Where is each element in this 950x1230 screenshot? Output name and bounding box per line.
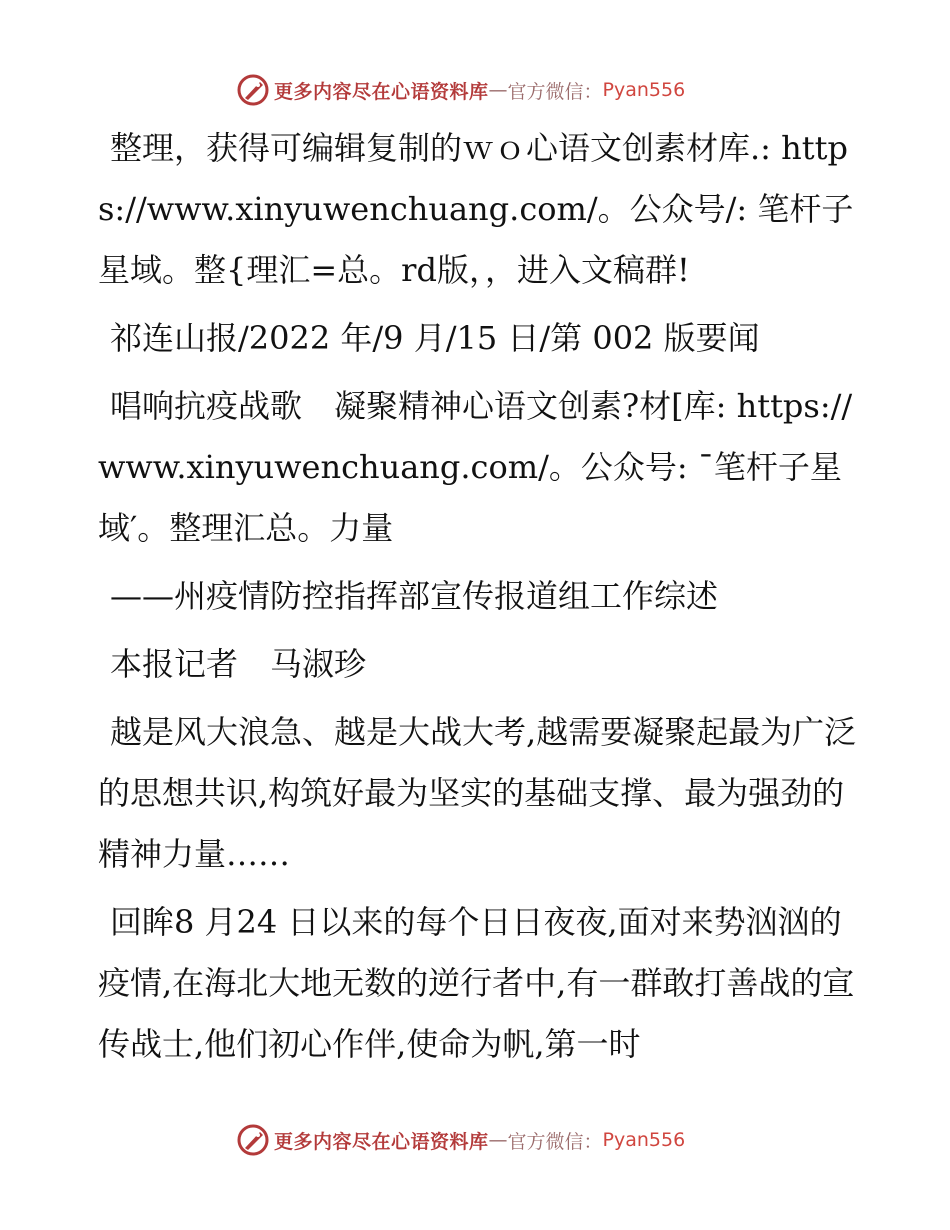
banner-wechat-label: 官方微信： (507, 1130, 603, 1153)
article-body (98, 118, 858, 1082)
banner-wechat-id: Pyan556 (602, 1129, 686, 1151)
paragraph-source-line: 祁连山报/2022 年/9 月/15 日/第 002 版要闻 (110, 319, 760, 357)
paragraph-subheadline: ——州疫情防控指挥部宣传报道组工作综述 (110, 577, 719, 615)
banner-wechat-label: 官方微信： (507, 80, 603, 103)
banner-separator: — (488, 1129, 508, 1151)
paragraph-byline: 本报记者 马淑珍 (110, 645, 367, 683)
header-banner (236, 72, 685, 108)
paragraph-headline: 唱响抗疫战歌 凝聚精神心语文创素?材[库: https://www.xinyuwenchuang.com/。公众号: ¯笔杆子星域′。整理汇总。力量 (98, 387, 853, 547)
footer-banner (236, 1122, 685, 1158)
banner-wechat-id: Pyan556 (602, 79, 686, 101)
banner-separator: — (488, 79, 508, 101)
paragraph-body-2: 回眸8 月24 日以来的每个日日夜夜,面对来势汹汹的疫情,在海北大地无数的逆行者中,有一群敢打善战的宣传战士,他们初心作伴,使命为帆,第一时 (98, 903, 855, 1063)
quill-pen-logo-icon (236, 73, 270, 107)
banner-main-text: 更多内容尽在心语资料库 (274, 1130, 489, 1153)
quill-pen-logo-icon (236, 1123, 270, 1157)
paragraph-body-1: 越是风大浪急、越是大战大考,越需要凝聚起最为广泛的思想共识,构筑好最为坚实的基础支撑、最为强劲的精神力量…… (98, 713, 857, 873)
paragraph-intro-notice: 整理，获得可编辑复制的ｗｏ心语文创素材库.: https://www.xinyuwenchuang.com/。公众号/: 笔杆子星域。整{理汇=总。rd版，，进入文稿群! (98, 129, 854, 289)
banner-main-text: 更多内容尽在心语资料库 (274, 80, 489, 103)
